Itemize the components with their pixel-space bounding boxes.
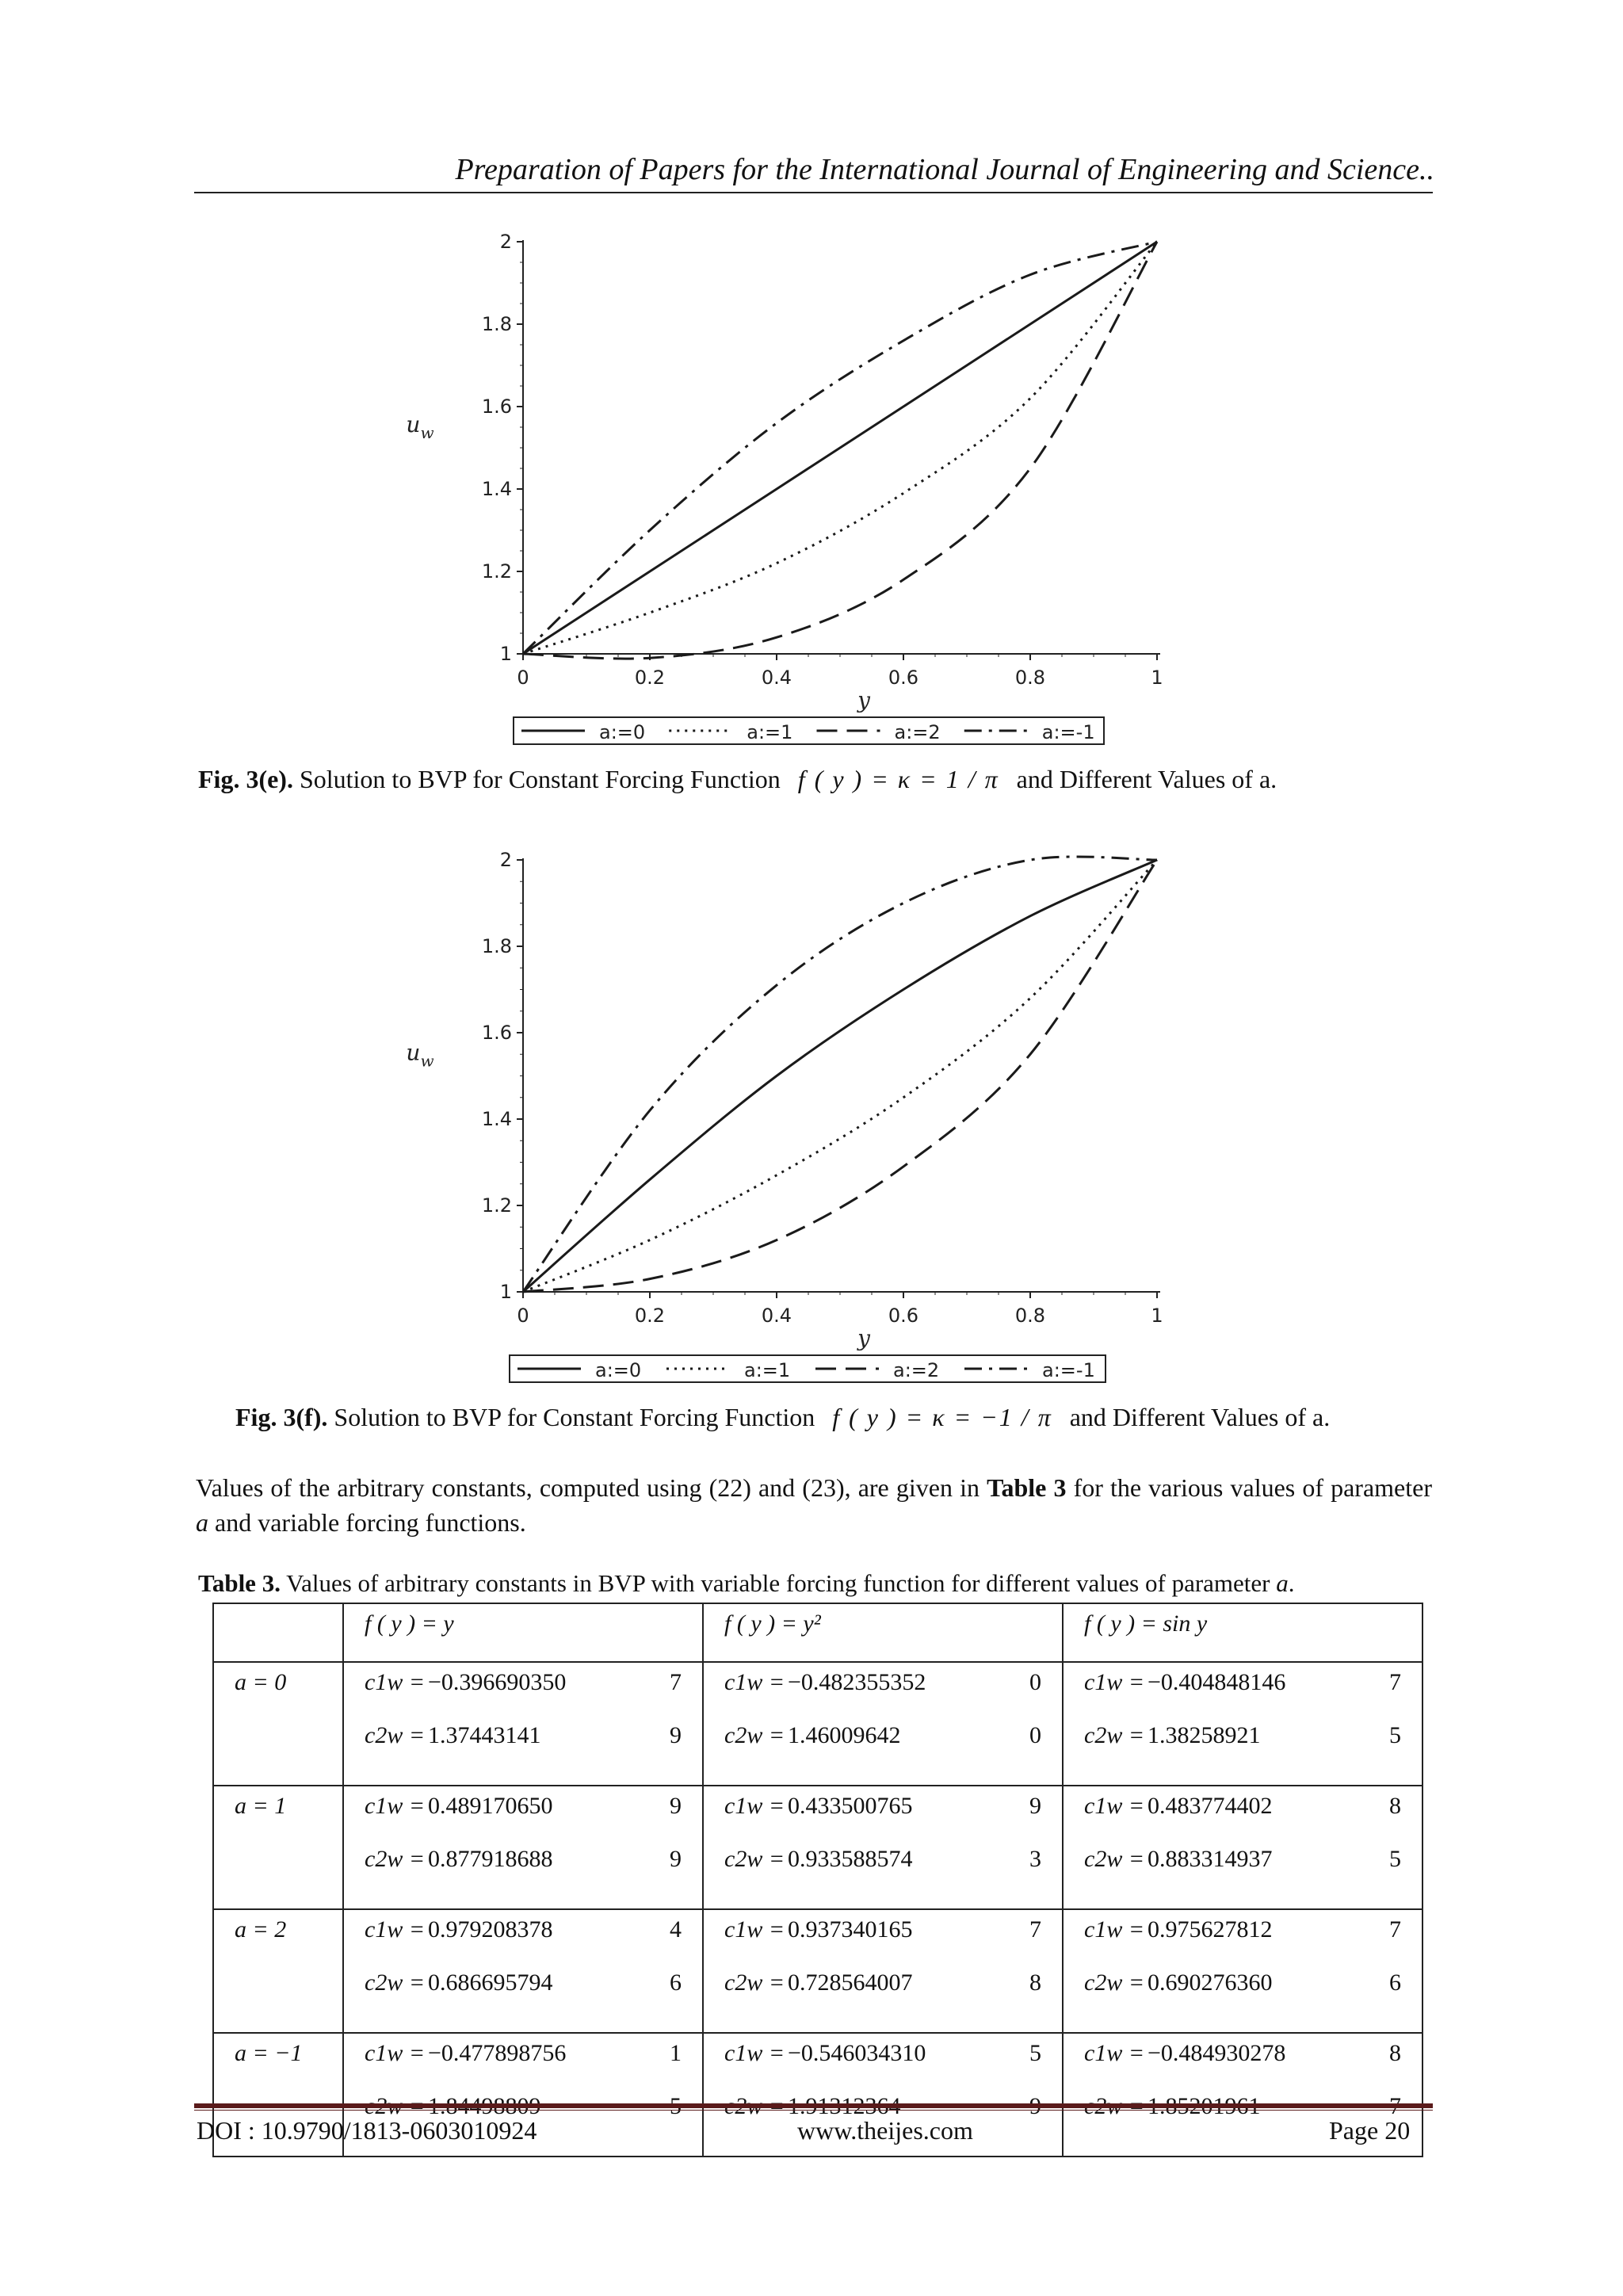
table-3 <box>212 1603 1423 2157</box>
x-tick-label: 1 <box>1151 667 1163 689</box>
x-tick-label: 0.2 <box>634 667 666 689</box>
c1w-value: −0.404848146 <box>1148 1669 1286 1695</box>
row-parameter-a: a = −1 <box>213 2033 343 2157</box>
table-cell <box>1063 1909 1423 2033</box>
c1w-line <box>724 2040 1041 2093</box>
c2w-value: 0.686695794 <box>428 1969 553 1996</box>
c1w-line <box>724 1793 1041 1846</box>
table-header-row <box>213 1603 1423 1662</box>
x-tick-label: 0 <box>517 667 529 689</box>
legend-label: a:=-1 <box>1042 1359 1095 1381</box>
caption-tail: and Different Values of a. <box>1069 1403 1331 1431</box>
figure-3f-caption <box>235 1403 1330 1432</box>
c1w-symbol: c1w = <box>724 1669 785 1695</box>
x-tick-label: 0.6 <box>888 1305 919 1327</box>
c1w-symbol: c1w = <box>365 1916 426 1943</box>
c2w-last-digit: 5 <box>1389 1846 1401 1872</box>
caption-text: Solution to BVP for Constant Forcing Function <box>334 1403 815 1431</box>
c2w-line <box>1084 1722 1401 1775</box>
footer-website[interactable]: www.theijes.com <box>797 2116 973 2145</box>
c1w-value: 0.937340165 <box>788 1916 913 1943</box>
table-caption-label: Table 3. <box>198 1569 281 1597</box>
caption-label: Fig. 3(f). <box>235 1403 328 1431</box>
y-tick-label: 2 <box>499 849 512 871</box>
c1w-symbol: c1w = <box>1084 1669 1145 1695</box>
row-parameter-a: a = 1 <box>213 1786 343 1909</box>
series-line-dashed <box>523 860 1157 1292</box>
c1w-value: 0.483774402 <box>1148 1793 1273 1819</box>
c2w-line <box>365 1969 682 2023</box>
c1w-symbol: c1w = <box>724 1916 785 1943</box>
header-f-y: f ( y ) = y <box>343 1603 703 1662</box>
table-corner-cell <box>213 1603 343 1662</box>
c1w-line <box>365 2040 682 2093</box>
y-tick-label: 1.8 <box>481 935 512 957</box>
x-tick-label: 0.4 <box>761 667 792 689</box>
c1w-value: −0.396690350 <box>428 1669 567 1695</box>
c2w-line <box>1084 1969 1401 2023</box>
c2w-symbol: c2w = <box>365 1846 426 1872</box>
figure-3e-caption <box>198 765 1277 794</box>
c1w-last-digit: 8 <box>1389 1793 1401 1819</box>
c1w-symbol: c1w = <box>724 1793 785 1819</box>
x-tick-label: 0.6 <box>888 667 919 689</box>
c2w-line <box>724 1846 1041 1899</box>
y-axis-title: $u_w$ <box>406 1039 434 1071</box>
c2w-line <box>724 1722 1041 1775</box>
c1w-value: −0.546034310 <box>788 2040 926 2066</box>
x-tick-label: 0.8 <box>1014 1305 1046 1327</box>
c1w-symbol: c1w = <box>365 1669 426 1695</box>
figure-3f-chart <box>406 844 1205 1391</box>
series-line-solid <box>523 860 1157 1292</box>
running-header: Preparation of Papers for the International Journal of Engineering and Science.. <box>455 153 1434 186</box>
c2w-symbol: c2w = <box>365 1722 426 1748</box>
c2w-value: 0.690276360 <box>1148 1969 1273 1996</box>
legend-label: a:=1 <box>744 1359 791 1381</box>
table-row <box>213 1786 1423 1909</box>
table-cell <box>343 1786 703 1909</box>
c1w-value: 0.433500765 <box>788 1793 913 1819</box>
c2w-last-digit: 6 <box>1389 1969 1401 1996</box>
y-tick-label: 1.6 <box>481 395 512 418</box>
caption-text: Solution to BVP for Constant Forcing Function <box>299 765 781 793</box>
c2w-symbol: c2w = <box>724 1846 785 1872</box>
c2w-line <box>365 1722 682 1775</box>
x-tick-label: 0.8 <box>1014 667 1046 689</box>
legend-label: a:=-1 <box>1041 721 1095 743</box>
c1w-line <box>1084 1669 1401 1722</box>
c1w-line <box>1084 2040 1401 2093</box>
c2w-symbol: c2w = <box>1084 1846 1145 1872</box>
footer-page-number: Page 20 <box>1329 2116 1411 2145</box>
figure-3e <box>406 226 1205 749</box>
c1w-line <box>1084 1793 1401 1846</box>
c1w-last-digit: 9 <box>670 1793 682 1819</box>
footer-rule <box>194 2103 1433 2108</box>
c1w-last-digit: 0 <box>1029 1669 1041 1695</box>
c2w-line <box>365 1846 682 1899</box>
footer-rule-thin <box>194 2110 1433 2111</box>
series-line-dotted <box>523 860 1157 1292</box>
table-cell <box>703 1909 1063 2033</box>
series-line-solid <box>523 242 1157 654</box>
legend-label: a:=0 <box>599 721 646 743</box>
row-parameter-a: a = 2 <box>213 1909 343 2033</box>
c2w-last-digit: 6 <box>670 1969 682 1996</box>
c2w-symbol: c2w = <box>1084 1722 1145 1748</box>
row-parameter-a: a = 0 <box>213 1662 343 1786</box>
c1w-line <box>1084 1916 1401 1969</box>
c1w-symbol: c1w = <box>1084 1916 1145 1943</box>
c2w-value: 0.883314937 <box>1148 1846 1273 1872</box>
c1w-value: −0.484930278 <box>1148 2040 1286 2066</box>
caption-math: f ( y ) = κ = −1 / π <box>832 1403 1052 1431</box>
table-cell <box>1063 1786 1423 1909</box>
c2w-last-digit: 5 <box>1389 1722 1401 1748</box>
table-cell <box>703 1786 1063 1909</box>
y-tick-label: 1.6 <box>481 1022 512 1044</box>
c2w-symbol: c2w = <box>1084 1969 1145 1996</box>
c2w-value: 0.728564007 <box>788 1969 913 1996</box>
c1w-value: 0.489170650 <box>428 1793 553 1819</box>
table-cell <box>343 1662 703 1786</box>
y-tick-label: 1.4 <box>481 478 512 500</box>
c1w-value: −0.482355352 <box>788 1669 926 1695</box>
x-tick-label: 0.2 <box>634 1305 666 1327</box>
footer-doi: DOI : 10.9790/1813-0603010924 <box>197 2116 537 2145</box>
caption-math: f ( y ) = κ = 1 / π <box>797 765 999 793</box>
c2w-line <box>724 1969 1041 2023</box>
c2w-value: 1.46009642 <box>788 1722 901 1748</box>
table-row <box>213 1909 1423 2033</box>
table-cell <box>703 1662 1063 1786</box>
body-paragraph: Values of the arbitrary constants, computed using (22) and (23), are given in Table 3 for the various values of parameter a and variable forcing functions. <box>196 1473 1433 1537</box>
c1w-line <box>365 1916 682 1969</box>
y-tick-label: 1 <box>499 643 512 665</box>
c2w-value: 0.933588574 <box>788 1846 913 1872</box>
x-axis-title: y <box>857 687 870 713</box>
header-f-y2: f ( y ) = y² <box>703 1603 1063 1662</box>
legend-label: a:=0 <box>595 1359 642 1381</box>
header-rule <box>194 192 1433 193</box>
y-tick-label: 1.2 <box>481 560 512 583</box>
figure-3f <box>406 844 1205 1391</box>
table-cell <box>1063 1662 1423 1786</box>
x-tick-label: 0.4 <box>761 1305 792 1327</box>
y-tick-label: 2 <box>499 231 512 253</box>
c2w-value: 1.37443141 <box>428 1722 541 1748</box>
c1w-last-digit: 1 <box>670 2040 682 2066</box>
legend-label: a:=2 <box>894 721 941 743</box>
c1w-symbol: c1w = <box>365 2040 426 2066</box>
c1w-line <box>724 1916 1041 1969</box>
c1w-line <box>365 1669 682 1722</box>
series-line-dashdot <box>523 857 1157 1292</box>
c1w-last-digit: 8 <box>1389 2040 1401 2066</box>
c1w-last-digit: 7 <box>1389 1669 1401 1695</box>
table-cell <box>343 1909 703 2033</box>
y-tick-label: 1 <box>499 1281 512 1303</box>
c2w-last-digit: 3 <box>1029 1846 1041 1872</box>
c1w-value: −0.477898756 <box>428 2040 567 2066</box>
legend-label: a:=1 <box>747 721 793 743</box>
c1w-symbol: c1w = <box>365 1793 426 1819</box>
legend-label: a:=2 <box>893 1359 940 1381</box>
c2w-last-digit: 9 <box>670 1722 682 1748</box>
c1w-symbol: c1w = <box>1084 1793 1145 1819</box>
c1w-last-digit: 5 <box>1029 2040 1041 2066</box>
x-tick-label: 1 <box>1151 1305 1163 1327</box>
c2w-last-digit: 9 <box>670 1846 682 1872</box>
y-tick-label: 1.2 <box>481 1194 512 1217</box>
caption-label: Fig. 3(e). <box>198 765 293 793</box>
c2w-line <box>1084 1846 1401 1899</box>
c1w-symbol: c1w = <box>724 2040 785 2066</box>
c2w-value: 0.877918688 <box>428 1846 553 1872</box>
figure-3e-chart <box>406 226 1205 749</box>
c1w-value: 0.975627812 <box>1148 1916 1273 1943</box>
x-tick-label: 0 <box>517 1305 529 1327</box>
y-tick-label: 1.8 <box>481 313 512 335</box>
c2w-symbol: c2w = <box>724 1722 785 1748</box>
c1w-value: 0.979208378 <box>428 1916 553 1943</box>
table-3-caption: Table 3. Values of arbitrary constants in BVP with variable forcing function for different values of parameter a. <box>198 1569 1295 1597</box>
y-axis-title: $u_w$ <box>406 411 434 442</box>
c1w-last-digit: 7 <box>1389 1916 1401 1943</box>
y-tick-label: 1.4 <box>481 1108 512 1130</box>
c1w-last-digit: 9 <box>1029 1793 1041 1819</box>
c2w-last-digit: 8 <box>1029 1969 1041 1996</box>
c2w-symbol: c2w = <box>365 1969 426 1996</box>
c2w-value: 1.38258921 <box>1148 1722 1261 1748</box>
table-row <box>213 1662 1423 1786</box>
c1w-last-digit: 4 <box>670 1916 682 1943</box>
header-f-siny: f ( y ) = sin y <box>1063 1603 1423 1662</box>
c1w-last-digit: 7 <box>1029 1916 1041 1943</box>
c2w-symbol: c2w = <box>724 1969 785 1996</box>
x-axis-title: y <box>857 1325 870 1351</box>
c1w-line <box>365 1793 682 1846</box>
c1w-symbol: c1w = <box>1084 2040 1145 2066</box>
caption-tail: and Different Values of a. <box>1016 765 1277 793</box>
c2w-last-digit: 0 <box>1029 1722 1041 1748</box>
c1w-last-digit: 7 <box>670 1669 682 1695</box>
table-caption-text: Values of arbitrary constants in BVP with variable forcing function for different values of parameter <box>286 1569 1270 1597</box>
c1w-line <box>724 1669 1041 1722</box>
